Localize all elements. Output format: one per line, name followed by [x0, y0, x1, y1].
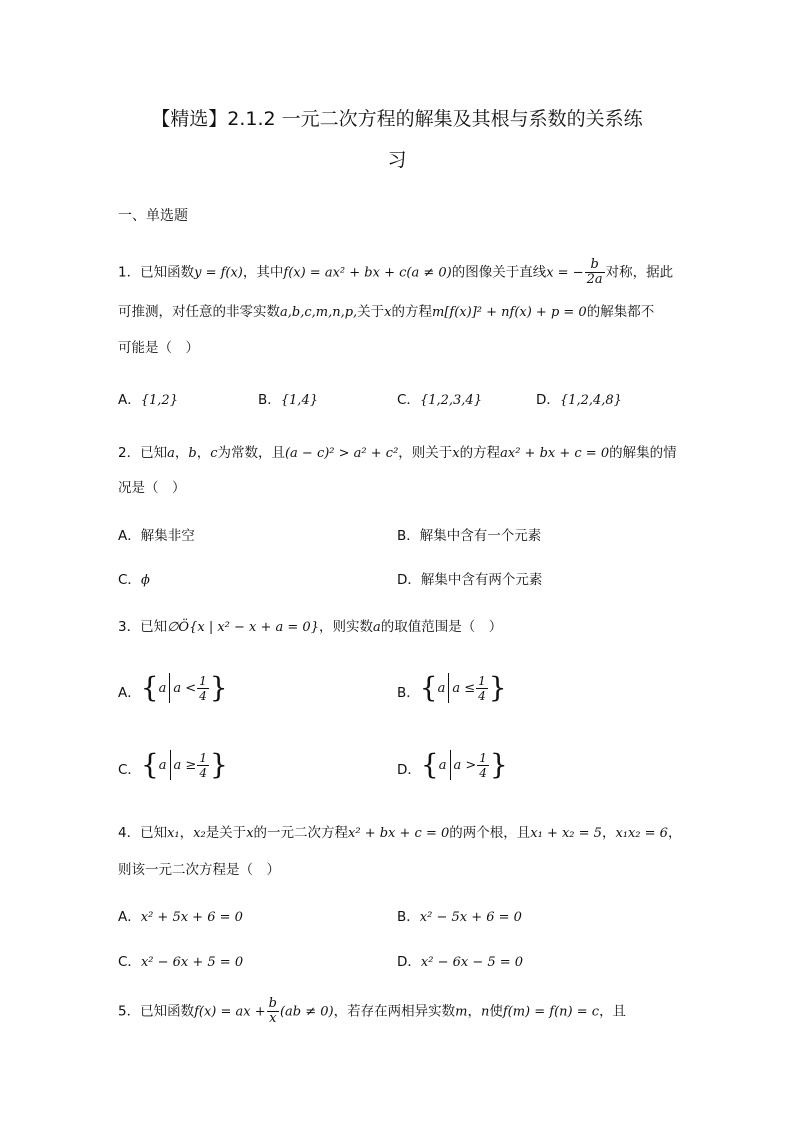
- section-heading: 一、单选题: [118, 208, 188, 224]
- question-2-line2: 况是（ ）: [118, 480, 186, 496]
- q2-option-b: B．解集中含有一个元素: [397, 528, 542, 544]
- document-title-line2: 习: [387, 149, 407, 171]
- question-3-line1: 3．已知∅Ö{x | x² − x + a = 0}，则实数a的取值范围是（ ）: [118, 619, 503, 635]
- q4-option-c: C．x² − 6x + 5 = 0: [118, 954, 244, 970]
- q1-option-c: C．{1,2,3,4}: [397, 392, 482, 408]
- q4-option-d: D．x² − 6x − 5 = 0: [397, 954, 524, 970]
- q1-option-a: A．{1,2}: [118, 392, 178, 408]
- q2-option-a: A．解集非空: [118, 528, 195, 544]
- question-5-line1: 5．已知函数f(x) = ax + $\frac{b}{x}$ (ab ≠ 0)，若存在两相异实数m，n使f(m) = f(n) = c，且: [118, 996, 627, 1026]
- fraction: $\frac{b}{x}$: [268, 996, 277, 1026]
- question-1-line3: 可能是（ ）: [118, 340, 199, 356]
- q4-option-b: B．x² − 5x + 6 = 0: [397, 909, 522, 925]
- q3-option-a: A． { a a < $\frac{1}{4}$ }: [118, 671, 228, 704]
- q4-option-a: A．x² + 5x + 6 = 0: [118, 909, 243, 925]
- q1-option-b: B．{1,4}: [258, 392, 318, 408]
- q3-option-d: D． { a a > $\frac{1}{4}$ }: [397, 748, 508, 781]
- question-4-line1: 4．已知x₁，x₂是关于x的一元二次方程x² + bx + c = 0的两个根，且x₁ + x₂ = 5，x₁x₂ = 6，: [118, 825, 682, 841]
- q2-option-d: D．解集中含有两个元素: [397, 572, 543, 588]
- q2-option-c: C．ϕ: [118, 572, 150, 588]
- question-1-line1: 1．已知函数y = f(x)，其中f(x) = ax² + bx + c(a ≠ 0)的图像关于直线x = − $\frac{b}{2a}$ 对称，据此: [118, 257, 674, 287]
- document-title-line1: 【精选】2.1.2 一元二次方程的解集及其根与系数的关系练: [151, 108, 643, 130]
- q3-option-b: B． { a a ≤ $\frac{1}{4}$ }: [397, 671, 507, 704]
- question-1-line2: 可推测，对任意的非零实数a,b,c,m,n,p,关于x的方程m[f(x)]² + nf(x) + p = 0的解集都不: [118, 304, 655, 320]
- q3-option-c: C． { a a ≥ $\frac{1}{4}$ }: [118, 748, 228, 781]
- q1-option-d: D．{1,2,4,8}: [536, 392, 622, 408]
- fraction: $\frac{b}{2a}$: [586, 257, 603, 287]
- question-4-line2: 则该一元二次方程是（ ）: [118, 862, 280, 878]
- question-2-line1: 2．已知a，b，c为常数，且(a − c)² > a² + c²，则关于x的方程ax² + bx + c = 0的解集的情: [118, 445, 677, 461]
